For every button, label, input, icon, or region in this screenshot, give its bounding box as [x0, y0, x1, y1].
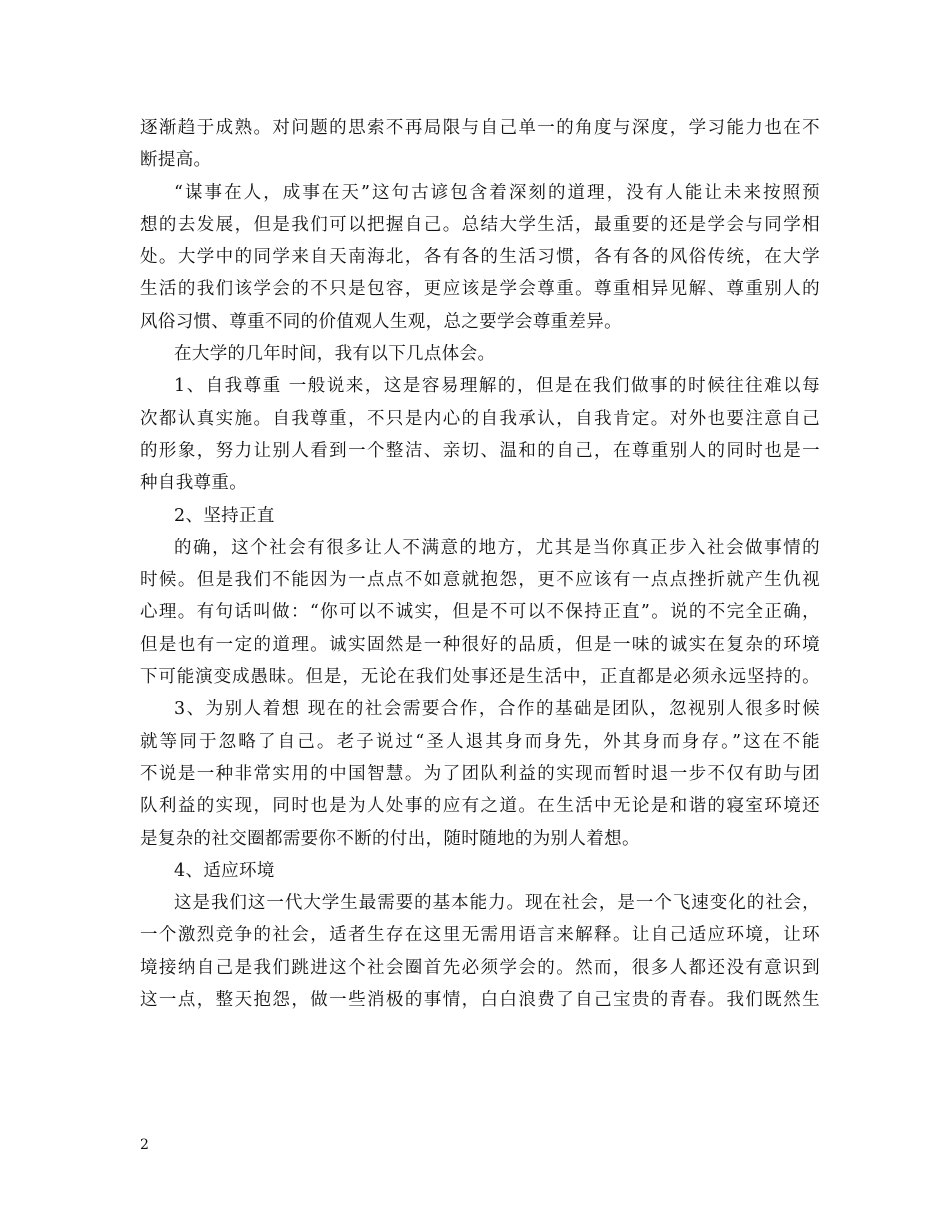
text-line: 1、自我尊重 一般说来，这是容易理解的，但是在我们做事的时候往往难以每: [174, 376, 820, 397]
text-line: 这是我们这一代大学生最需要的基本能力。现在社会，是一个飞速变化的社会，: [174, 893, 820, 914]
text-line: 境接纳自己是我们跳进这个社会圈首先必须学会的。然而，很多人都还没有意识到: [140, 957, 820, 978]
text-line: 处。大学中的同学来自天南海北，各有各的生活习惯，各有各的风俗传统，在大学: [140, 247, 820, 268]
text-line: 一个激烈竞争的社会，适者生存在这里无需用语言来解释。让自己适应环境，让环: [140, 925, 820, 946]
text-line: 这一点，整天抱怨，做一些消极的事情，白白浪费了自己宝贵的青春。我们既然生: [140, 990, 820, 1011]
page-number: 2: [140, 1137, 149, 1153]
text-line: 的确，这个社会有很多让人不满意的地方，尤其是当你真正步入社会做事情的: [174, 537, 820, 558]
text-line: 想的去发展，但是我们可以把握自己。总结大学生活，最重要的还是学会与同学相: [140, 214, 820, 235]
text-line: 逐渐趋于成熟。对问题的思索不再局限与自己单一的角度与深度，学习能力也在不: [140, 118, 820, 138]
text-line: 断提高。: [140, 150, 212, 171]
text-line: 时候。但是我们不能因为一点点不如意就抱怨，更不应该有一点点挫折就产生仇视: [140, 570, 820, 591]
text-line: 下可能演变成愚昧。但是，无论在我们处事还是生活中，正直都是必须永远坚持的。: [140, 667, 820, 688]
text-line: 2、坚持正直: [174, 505, 275, 526]
text-line: 是复杂的社交圈都需要你不断的付出，随时随地的为别人着想。: [140, 828, 640, 849]
body-text: [140, 112, 820, 1016]
text-line: 在大学的几年时间，我有以下几点体会。: [174, 344, 496, 365]
text-line: 生活的我们该学会的不只是包容，更应该是学会尊重。尊重相异见解、尊重别人的: [140, 279, 820, 300]
text-line: 不说是一种非常实用的中国智慧。为了团队利益的实现而暂时退一步不仅有助与团: [140, 763, 820, 784]
text-line: 的形象，努力让别人看到一个整洁、亲切、温和的自己，在尊重别人的同时也是一: [140, 440, 820, 461]
text-line: “谋事在人，成事在天”这句古谚包含着深刻的道理，没有人能让未来按照预: [174, 182, 820, 203]
text-line: 就等同于忽略了自己。老子说过“圣人退其身而身先，外其身而身存。”这在不能: [140, 731, 820, 752]
text-line: 4、适应环境: [174, 860, 275, 881]
text-line: 但是也有一定的道理。诚实固然是一种很好的品质，但是一味的诚实在复杂的环境: [140, 634, 820, 655]
text-line: 心理。有句话叫做：“你可以不诚实，但是不可以不保持正直”。说的不完全正确，: [140, 602, 820, 623]
text-line: 3、为别人着想 现在的社会需要合作，合作的基础是团队，忽视别人很多时候: [174, 699, 820, 720]
text-line: 风俗习惯、尊重不同的价值观人生观，总之要学会尊重差异。: [140, 311, 622, 332]
text-line: 队利益的实现，同时也是为人处事的应有之道。在生活中无论是和谐的寝室环境还: [140, 796, 820, 817]
text-line: 次都认真实施。自我尊重，不只是内心的自我承认，自我肯定。对外也要注意自己: [140, 408, 820, 429]
text-line: 种自我尊重。: [140, 473, 248, 494]
